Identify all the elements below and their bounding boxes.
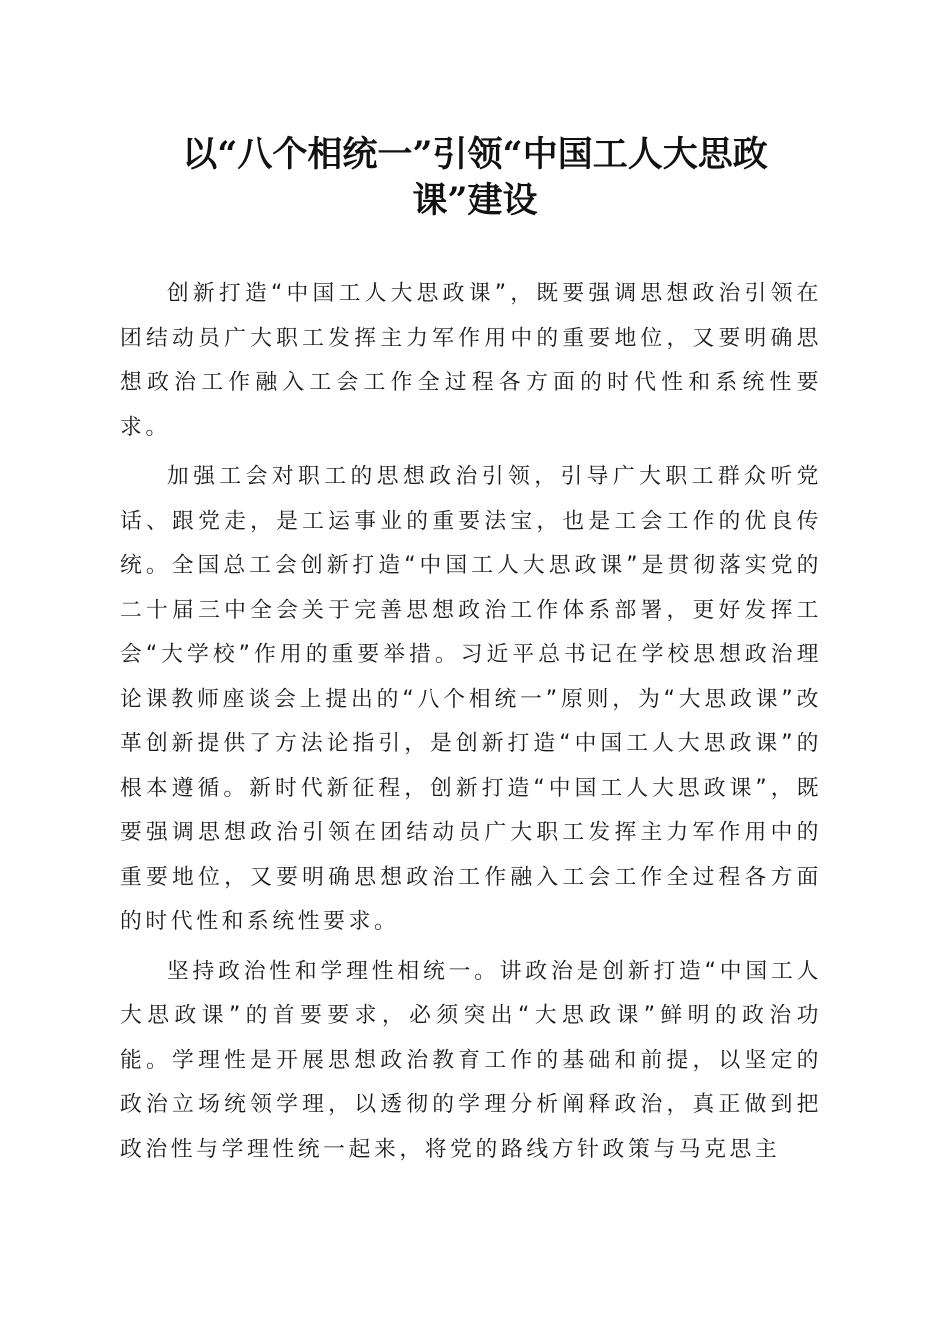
title-line-1: 以“八个相统一”引领“中国工人大思政 (182, 134, 768, 175)
paragraph-2: 加强工会对职工的思想政治引领，引导广大职工群众听党话、跟党走，是工运事业的重要法宝，也是工会工作的优良传统。全国总工会创新打造“中国工人大思政课”是贯彻落实党的二十届三中全会关于完善思想政治工作体系部署，更好发挥工会“大学校”作用的重要举措。习近平总书记在学校思想政治理论课教师座谈会上提出的“八个相统一”原则，为“大思政课”改革创新提供了方法论指引，是创新打造“中国工人大思政课”的根本遵循。新时代新征程，创新打造“中国工人大思政课”，既要强调思想政治引领在团结动员广大职工发挥主力军作用中的重要地位，又要明确思想政治工作融入工会工作全过程各方面的时代性和系统性要求。 (120, 464, 822, 934)
paragraph-1: 创新打造“中国工人大思政课”，既要强调思想政治引领在团结动员广大职工发挥主力军作用中的重要地位，又要明确思想政治工作融入工会工作全过程各方面的时代性和系统性要求。 (120, 281, 822, 440)
title-line-2: 课”建设 (412, 180, 538, 221)
document-body (120, 272, 822, 1177)
paragraph-3: 坚持政治性和学理性相统一。讲政治是创新打造“中国工人大思政课”的首要要求，必须突出“大思政课”鲜明的政治功能。学理性是开展思想政治教育工作的基础和前提，以坚定的政治立场统领学理，以透彻的学理分析阐释政治，真正做到把政治性与学理性统一起来，将党的路线方针政策与马克思主 (120, 958, 822, 1162)
document-title (120, 132, 830, 224)
